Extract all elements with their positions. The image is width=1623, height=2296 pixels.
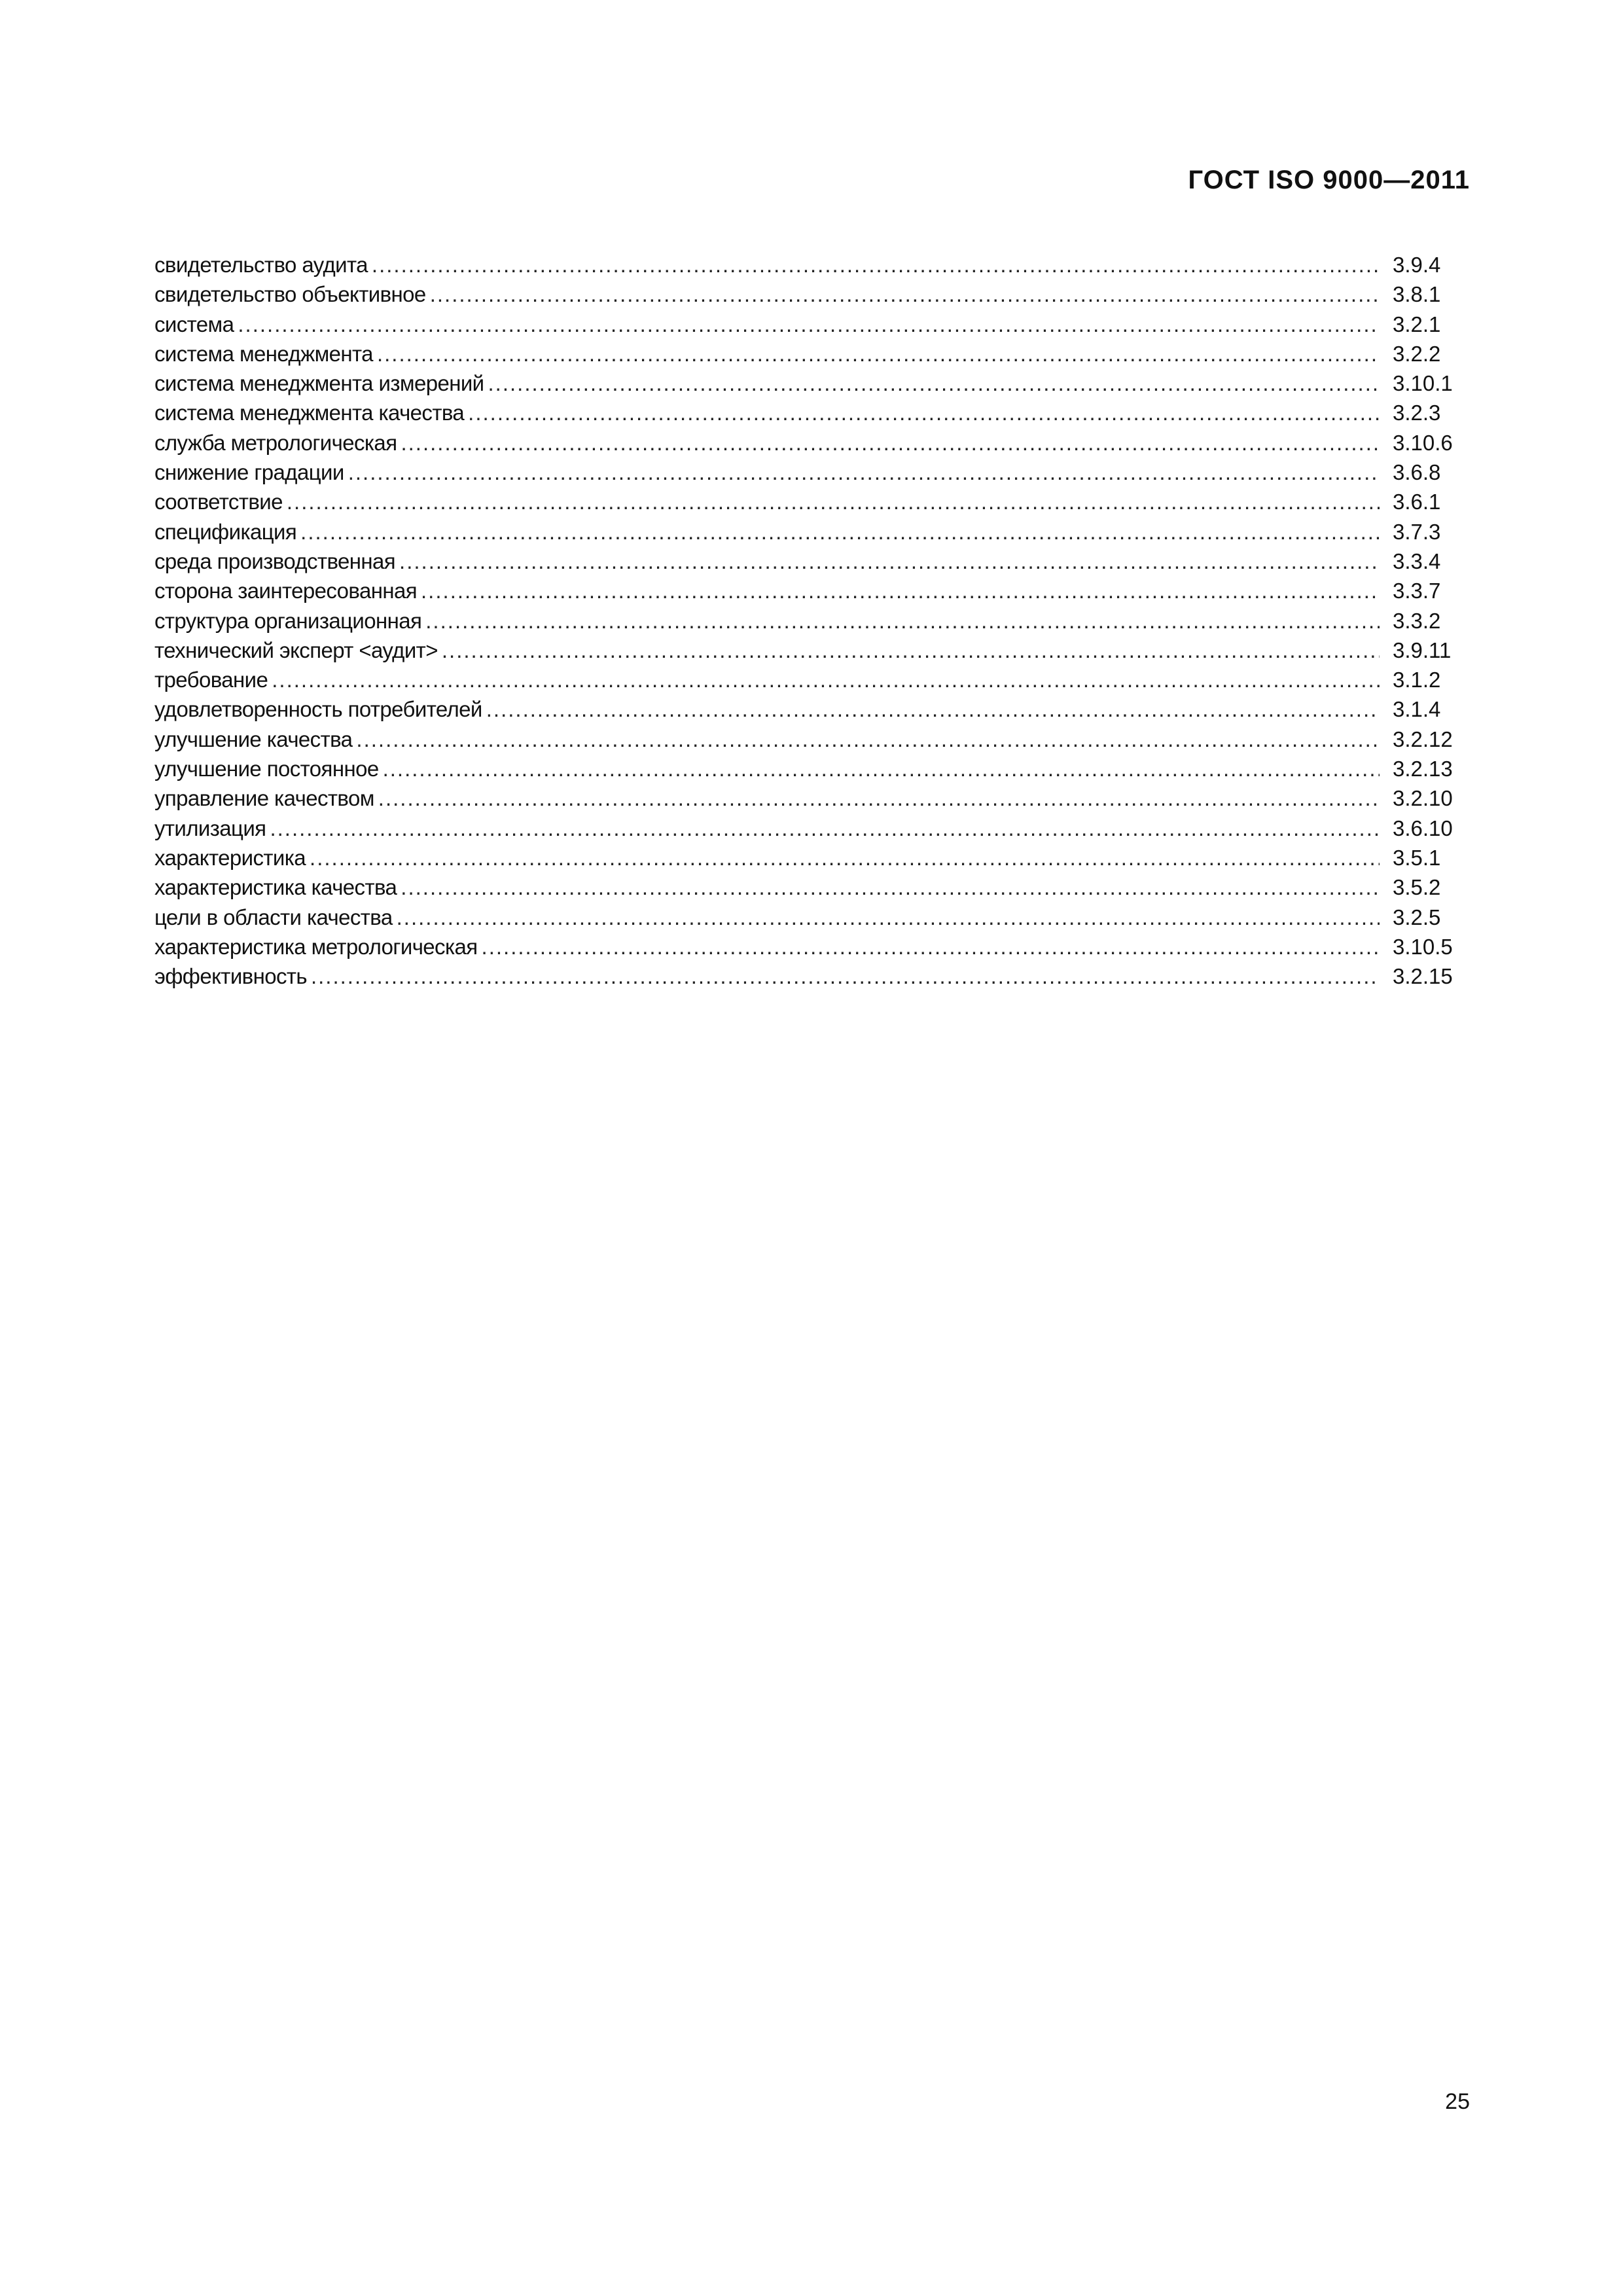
page-number: 25 — [1445, 2089, 1470, 2114]
dot-leader — [378, 783, 1380, 813]
index-entry — [154, 725, 1470, 754]
index-term: служба метрологическая — [154, 430, 397, 455]
dot-leader — [399, 547, 1380, 576]
dot-leader — [348, 457, 1380, 487]
dot-leader — [401, 428, 1380, 457]
index-entry — [154, 665, 1470, 694]
index-term: характеристика — [154, 845, 306, 870]
index-reference: 3.2.15 — [1393, 964, 1453, 989]
index-entry — [154, 636, 1470, 665]
document-header-title: ГОСТ ISO 9000—2011 — [1188, 166, 1470, 194]
index-term: структура организационная — [154, 608, 422, 633]
index-term: среда производственная — [154, 548, 396, 573]
dot-leader — [310, 843, 1380, 872]
index-term: свидетельство аудита — [154, 253, 368, 277]
index-term: требование — [154, 668, 268, 692]
dot-leader — [486, 694, 1380, 724]
dot-leader — [397, 903, 1380, 932]
index-reference: 3.9.11 — [1393, 637, 1452, 662]
dot-leader — [401, 872, 1380, 902]
index-entry — [154, 872, 1470, 902]
index-reference: 3.10.5 — [1393, 934, 1453, 959]
index-reference: 3.3.4 — [1393, 548, 1441, 573]
index-reference: 3.6.10 — [1393, 816, 1453, 840]
dot-leader — [488, 368, 1380, 398]
index-reference: 3.5.1 — [1393, 845, 1441, 870]
index-reference: 3.7.3 — [1393, 519, 1441, 544]
index-entry — [154, 694, 1470, 724]
index-entry — [154, 339, 1470, 368]
index-term: удовлетворенность потребителей — [154, 697, 482, 722]
index-reference: 3.2.3 — [1393, 401, 1441, 425]
index-reference: 3.2.1 — [1393, 312, 1441, 336]
index-entry — [154, 457, 1470, 487]
index-term: система — [154, 312, 234, 336]
dot-leader — [356, 725, 1380, 754]
index-reference: 3.6.8 — [1393, 460, 1441, 485]
index-entry — [154, 398, 1470, 427]
alphabetical-term-index — [154, 250, 1470, 991]
index-entry — [154, 310, 1470, 339]
index-reference: 3.3.7 — [1393, 579, 1441, 603]
index-reference: 3.1.4 — [1393, 697, 1441, 722]
index-term: соответствие — [154, 490, 283, 514]
index-entry — [154, 517, 1470, 547]
index-reference: 3.2.12 — [1393, 726, 1453, 751]
index-reference: 3.2.13 — [1393, 757, 1453, 781]
index-reference: 3.2.5 — [1393, 905, 1441, 929]
index-term: цели в области качества — [154, 905, 393, 929]
index-term: снижение градации — [154, 460, 344, 485]
index-entry — [154, 428, 1470, 457]
dot-leader — [430, 279, 1380, 309]
index-reference: 3.10.6 — [1393, 430, 1453, 455]
dot-leader — [383, 754, 1380, 783]
index-reference: 3.2.10 — [1393, 786, 1453, 811]
dot-leader — [300, 517, 1380, 547]
index-term: утилизация — [154, 816, 266, 840]
dot-leader — [270, 814, 1380, 843]
index-term: сторона заинтересованная — [154, 579, 418, 603]
dot-leader — [442, 636, 1380, 665]
index-reference: 3.5.2 — [1393, 875, 1441, 900]
index-reference: 3.1.2 — [1393, 668, 1441, 692]
dot-leader — [372, 250, 1380, 279]
index-term: свидетельство объективное — [154, 282, 426, 307]
index-entry — [154, 368, 1470, 398]
index-term: улучшение постоянное — [154, 757, 379, 781]
index-term: спецификация — [154, 519, 297, 544]
index-reference: 3.9.4 — [1393, 253, 1441, 277]
index-entry — [154, 903, 1470, 932]
index-entry — [154, 814, 1470, 843]
index-reference: 3.2.2 — [1393, 341, 1441, 366]
index-entry — [154, 487, 1470, 516]
index-entry — [154, 576, 1470, 605]
dot-leader — [482, 932, 1380, 961]
index-entry — [154, 754, 1470, 783]
dot-leader — [311, 961, 1380, 991]
index-term: характеристика метрологическая — [154, 934, 478, 959]
index-entry — [154, 547, 1470, 576]
dot-leader — [425, 606, 1380, 636]
index-entry — [154, 279, 1470, 309]
index-term: управление качеством — [154, 786, 374, 811]
index-term: система менеджмента качества — [154, 401, 465, 425]
index-term: характеристика качества — [154, 875, 397, 900]
dot-leader — [377, 339, 1380, 368]
index-reference: 3.8.1 — [1393, 282, 1441, 307]
dot-leader — [287, 487, 1380, 516]
index-term: система менеджмента измерений — [154, 371, 484, 396]
dot-leader — [272, 665, 1380, 694]
index-reference: 3.10.1 — [1393, 371, 1453, 396]
dot-leader — [421, 576, 1380, 605]
index-entry — [154, 606, 1470, 636]
dot-leader — [238, 310, 1380, 339]
index-reference: 3.6.1 — [1393, 490, 1441, 514]
index-entry — [154, 843, 1470, 872]
index-entry — [154, 961, 1470, 991]
index-entry — [154, 783, 1470, 813]
index-term: технический эксперт <аудит> — [154, 637, 438, 662]
index-entry — [154, 250, 1470, 279]
index-term: улучшение качества — [154, 726, 353, 751]
dot-leader — [468, 398, 1380, 427]
index-term: эффективность — [154, 964, 307, 989]
index-reference: 3.3.2 — [1393, 608, 1441, 633]
index-term: система менеджмента — [154, 341, 373, 366]
index-entry — [154, 932, 1470, 961]
